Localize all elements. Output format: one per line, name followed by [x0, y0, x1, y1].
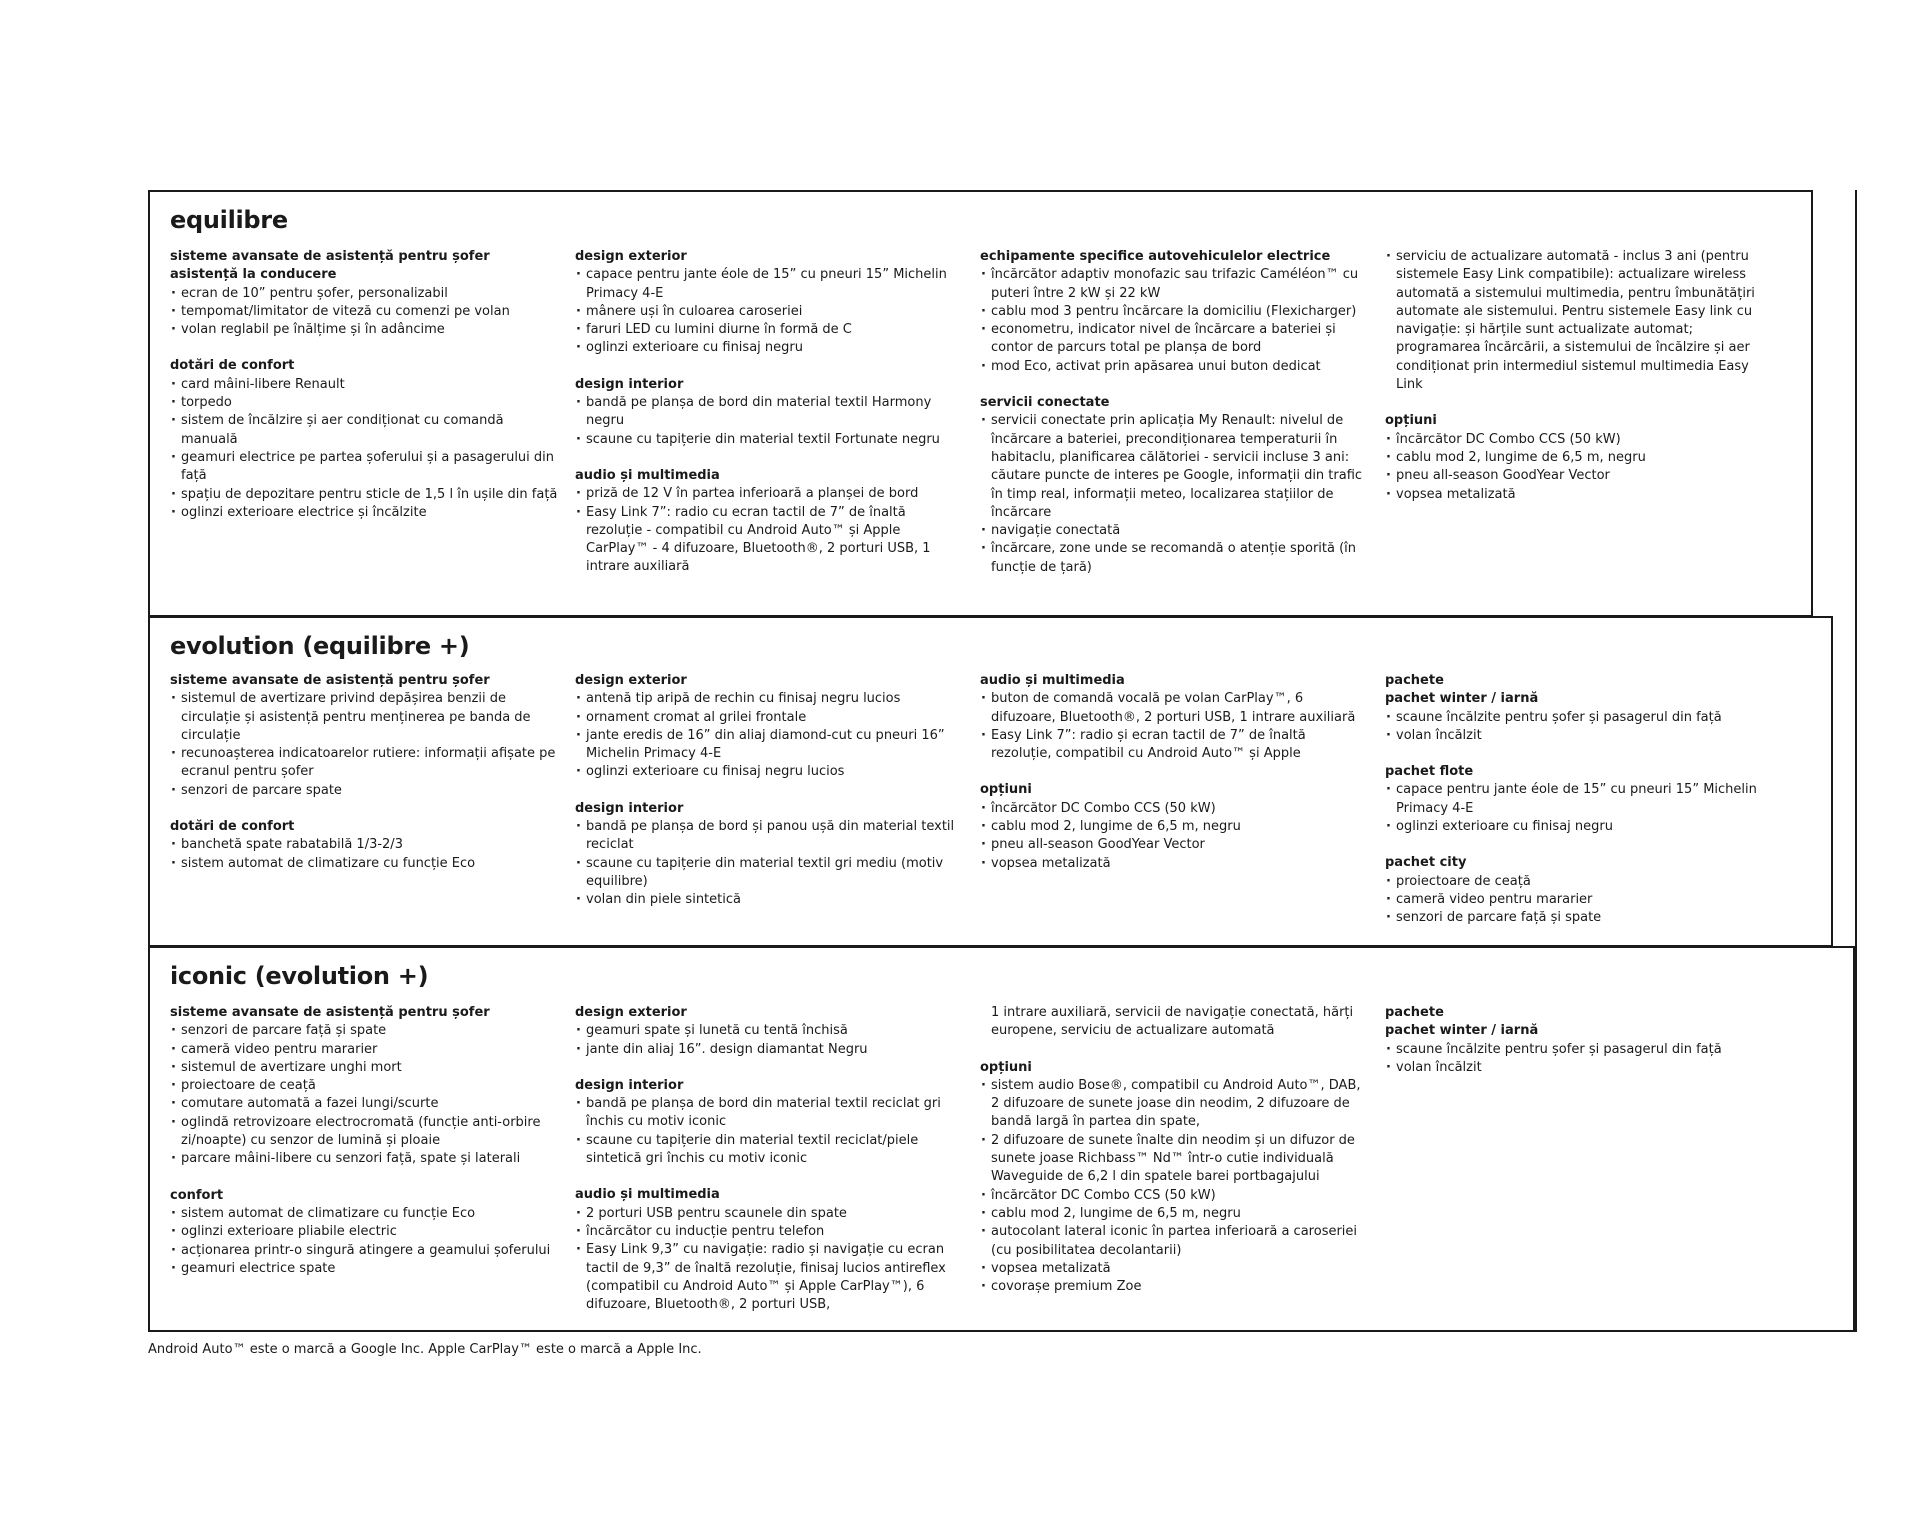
feature-item: · ornament cromat al grilei frontale: [575, 709, 965, 727]
feature-list: [1385, 781, 1775, 836]
section-title: equilibre: [170, 206, 288, 234]
feature-item: · covorașe premium Zoe: [980, 1278, 1370, 1296]
group-heading: pachete: [1385, 1005, 1444, 1020]
feature-item: · scaune încălzite pentru șofer și pasagerul din față: [1385, 709, 1775, 727]
feature-item: · volan reglabil pe înălțime și în adâncime: [170, 321, 560, 339]
group-heading: audio și multimedia: [575, 467, 720, 483]
feature-item: · bandă pe planșa de bord și panou ușă din material textil reciclat: [575, 818, 965, 855]
feature-list: [980, 266, 1370, 376]
feature-item: · sistem audio Bose®, compatibil cu Android Auto™, DAB, 2 difuzoare de sunete joase din neodim, 2 difuzoare de bandă largă în partea din spate,: [980, 1077, 1370, 1132]
feature-list: [1385, 873, 1775, 928]
feature-item: · mod Eco, activat prin apăsarea unui buton dedicat: [980, 358, 1370, 376]
feature-item: · încărcător DC Combo CCS (50 kW): [980, 800, 1370, 818]
feature-item: · senzori de parcare față și spate: [1385, 909, 1775, 927]
feature-item: · oglinzi exterioare cu finisaj negru lucios: [575, 763, 965, 781]
group-heading: servicii conectate: [980, 395, 1110, 411]
feature-list: [575, 485, 965, 576]
feature-list: [170, 376, 560, 522]
group-heading: pachet flote: [1385, 764, 1474, 780]
feature-item: · scaune cu tapițerie din material textil gri mediu (motiv equilibre): [575, 855, 965, 892]
feature-item: · card mâini-libere Renault: [170, 376, 560, 394]
feature-item: · econometru, indicator nivel de încărcare a bateriei și contor de parcurs total pe planșa de bord: [980, 321, 1370, 358]
feature-item: · jante din aliaj 16”. design diamantat Negru: [575, 1041, 965, 1059]
feature-list: [170, 836, 560, 873]
feature-list: [1385, 431, 1775, 504]
column-2: [575, 1004, 965, 1332]
group-heading: sisteme avansate de asistență pentru șofer: [170, 673, 490, 688]
feature-item: · proiectoare de ceață: [170, 1077, 560, 1095]
group-heading: opțiuni: [1385, 413, 1437, 429]
feature-list: [170, 1205, 560, 1278]
feature-item: · sistemul de avertizare unghi mort: [170, 1059, 560, 1077]
group-heading: confort: [170, 1187, 224, 1203]
column-1: [170, 1004, 560, 1296]
group-heading: dotări de confort: [170, 358, 295, 374]
outer-frame-line: [1855, 190, 1857, 1332]
feature-list: [575, 1022, 965, 1059]
group-heading: design exterior: [575, 1005, 687, 1020]
group-heading: dotări de confort: [170, 819, 295, 835]
feature-item: · oglindă retrovizoare electrocromată (funcție anti-orbire zi/noapte) cu senzor de lumină și ploaie: [170, 1114, 560, 1151]
feature-item: · sistem automat de climatizare cu funcție Eco: [170, 855, 560, 873]
group-heading: design interior: [575, 1077, 684, 1093]
feature-item: · mânere uși în culoarea caroseriei: [575, 303, 965, 321]
feature-item: · oglinzi exterioare cu finisaj negru: [1385, 818, 1775, 836]
feature-item: · cameră video pentru mararier: [1385, 891, 1775, 909]
feature-item: · senzori de parcare față și spate: [170, 1022, 560, 1040]
feature-item: · scaune cu tapițerie din material textil Fortunate negru: [575, 431, 965, 449]
column-2: [575, 248, 965, 595]
feature-item: · volan din piele sintetică: [575, 891, 965, 909]
section-evolution: [148, 616, 1833, 947]
feature-item: · jante eredis de 16” din aliaj diamond-cut cu pneuri 16” Michelin Primacy 4-E: [575, 727, 965, 764]
section-title: evolution (equilibre +): [170, 632, 470, 660]
feature-item: · cablu mod 2, lungime de 6,5 m, negru: [1385, 449, 1775, 467]
group-subheading: asistență la conducere: [170, 267, 337, 283]
feature-item: · sistem de încălzire și aer condiționat cu comandă manuală: [170, 412, 560, 449]
group-heading: design interior: [575, 376, 684, 392]
feature-item: · încărcare, zone unde se recomandă o atenție sporită (în funcție de țară): [980, 540, 1370, 577]
feature-item: · ecran de 10” pentru șofer, personalizabil: [170, 285, 560, 303]
trademark-footnote: Android Auto™ este o marcă a Google Inc. Apple CarPlay™ este o marcă a Apple Inc.: [148, 1342, 702, 1357]
feature-list: [1385, 709, 1775, 746]
section-iconic: [148, 946, 1855, 1332]
feature-item: · vopsea metalizată: [1385, 486, 1775, 504]
feature-list: [575, 818, 965, 909]
section-equilibre: [148, 190, 1813, 617]
feature-list: [980, 412, 1370, 577]
feature-item: · Easy Link 9,3” cu navigație: radio și navigație cu ecran tactil de 9,3” de înaltă rezoluție, finisaj lucios antireflex (compatibil cu Android Auto™ și Apple CarPlay™), 6 difuzoare, Bluetooth®, 2 porturi USB,: [575, 1241, 965, 1314]
group-heading: pachete: [1385, 673, 1444, 688]
feature-list: [575, 690, 965, 781]
feature-list: [980, 690, 1370, 763]
column-2: [575, 672, 965, 928]
group-heading: design exterior: [575, 249, 687, 264]
feature-list: [170, 690, 560, 800]
feature-item: · încărcător DC Combo CCS (50 kW): [980, 1187, 1370, 1205]
feature-item: · scaune cu tapițerie din material textil reciclat/piele sintetică gri închis cu motiv iconic: [575, 1132, 965, 1169]
column-3: [980, 1004, 1370, 1314]
group-heading: sisteme avansate de asistență pentru șofer: [170, 1005, 490, 1020]
feature-item: 1 intrare auxiliară, servicii de navigație conectată, hărți europene, serviciu de actualizare automată: [991, 1005, 1354, 1039]
column-4: [1385, 248, 1775, 522]
feature-item: · tempomat/limitator de viteză cu comenzi pe volan: [170, 303, 560, 321]
feature-item: · sistemul de avertizare privind depășirea benzii de circulație și asistență pentru menținerea pe banda de circulație: [170, 690, 560, 745]
feature-list: [575, 1095, 965, 1168]
feature-item: · geamuri spate și lunetă cu tentă închisă: [575, 1022, 965, 1040]
feature-item: · banchetă spate rabatabilă 1/3-2/3: [170, 836, 560, 854]
feature-list: [575, 266, 965, 357]
feature-item: · capace pentru jante éole de 15” cu pneuri 15” Michelin Primacy 4-E: [575, 266, 965, 303]
feature-item: · faruri LED cu lumini diurne în formă de C: [575, 321, 965, 339]
group-heading: pachet city: [1385, 855, 1467, 871]
feature-item: · pneu all-season GoodYear Vector: [1385, 467, 1775, 485]
feature-item: · încărcător cu inducție pentru telefon: [575, 1223, 965, 1241]
group-subheading: pachet winter / iarnă: [1385, 691, 1539, 707]
feature-item: · cablu mod 2, lungime de 6,5 m, negru: [980, 1205, 1370, 1223]
feature-item: · 2 porturi USB pentru scaunele din spate: [575, 1205, 965, 1223]
feature-item: · scaune încălzite pentru șofer și pasagerul din față: [1385, 1041, 1775, 1059]
column-4: [1385, 672, 1775, 946]
feature-item: · serviciu de actualizare automată - inclus 3 ani (pentru sistemele Easy Link compatibile): actualizare wireless automată a sistemului multimedia, pentru îmbunătățiri automate ale sistemului. Pentru sistemele Easy link cu navigație: și hărțile sunt actualizate automat; programarea încărcării, a sistemului de încălzire și aer condiționat prin intermediul sistemul multimedia Easy Link: [1385, 248, 1775, 394]
feature-item: · cameră video pentru mararier: [170, 1041, 560, 1059]
feature-item: · parcare mâini-libere cu senzori față, spate și laterali: [170, 1150, 560, 1168]
feature-list: [575, 394, 965, 449]
feature-item: · autocolant lateral iconic în partea inferioară a caroseriei (cu posibilitatea decolantarii): [980, 1223, 1370, 1260]
feature-item: · pneu all-season GoodYear Vector: [980, 836, 1370, 854]
feature-item: · sistem automat de climatizare cu funcție Eco: [170, 1205, 560, 1223]
group-heading: sisteme avansate de asistență pentru șofer: [170, 249, 490, 264]
feature-item: · vopsea metalizată: [980, 1260, 1370, 1278]
feature-list: [980, 800, 1370, 873]
feature-item: · cablu mod 2, lungime de 6,5 m, negru: [980, 818, 1370, 836]
feature-item: · oglinzi exterioare cu finisaj negru: [575, 339, 965, 357]
feature-item: · priză de 12 V în partea inferioară a planșei de bord: [575, 485, 965, 503]
group-heading: design exterior: [575, 673, 687, 688]
feature-item: · antenă tip aripă de rechin cu finisaj negru lucios: [575, 690, 965, 708]
feature-item: · comutare automată a fazei lungi/scurte: [170, 1095, 560, 1113]
feature-item: · bandă pe planșa de bord din material textil reciclat gri închis cu motiv iconic: [575, 1095, 965, 1132]
feature-list: [980, 1077, 1370, 1297]
feature-item: · bandă pe planșa de bord din material textil Harmony negru: [575, 394, 965, 431]
feature-item: · buton de comandă vocală pe volan CarPlay™, 6 difuzoare, Bluetooth®, 2 porturi USB, 1 intrare auxiliară: [980, 690, 1370, 727]
feature-item: · volan încălzit: [1385, 1059, 1775, 1077]
feature-item: · recunoașterea indicatoarelor rutiere: informații afișate pe ecranul pentru șofer: [170, 745, 560, 782]
column-1: [170, 672, 560, 891]
feature-item: · Easy Link 7”: radio cu ecran tactil de 7” de înaltă rezoluție - compatibil cu Android Auto™ și Apple CarPlay™ - 4 difuzoare, Bluetooth®, 2 porturi USB, 1 intrare auxiliară: [575, 504, 965, 577]
feature-list: [575, 1205, 965, 1315]
feature-item: · acționarea printr-o singură atingere a geamului șoferului: [170, 1242, 560, 1260]
feature-item: · capace pentru jante éole de 15” cu pneuri 15” Michelin Primacy 4-E: [1385, 781, 1775, 818]
feature-item: · oglinzi exterioare pliabile electric: [170, 1223, 560, 1241]
feature-item: · geamuri electrice pe partea șoferului și a pasagerului din față: [170, 449, 560, 486]
column-3: [980, 672, 1370, 891]
group-subheading: pachet winter / iarnă: [1385, 1023, 1539, 1039]
feature-item: · torpedo: [170, 394, 560, 412]
feature-item: · geamuri electrice spate: [170, 1260, 560, 1278]
feature-item: · încărcător adaptiv monofazic sau trifazic Caméléon™ cu puteri între 2 kW și 22 kW: [980, 266, 1370, 303]
group-heading: audio și multimedia: [980, 673, 1125, 688]
feature-item: · proiectoare de ceață: [1385, 873, 1775, 891]
feature-item: · încărcător DC Combo CCS (50 kW): [1385, 431, 1775, 449]
column-1: [170, 248, 560, 540]
feature-list: [980, 1004, 1370, 1041]
feature-item: · 2 difuzoare de sunete înalte din neodim și un difuzor de sunete joase Richbass™ Nd™ într-o cutie individuală Waveguide de 6,2 l din spatele barei portbagajului: [980, 1132, 1370, 1187]
feature-list: [1385, 1041, 1775, 1078]
feature-item: · senzori de parcare spate: [170, 782, 560, 800]
feature-item: · oglinzi exterioare electrice și încălzite: [170, 504, 560, 522]
column-4: [1385, 1004, 1775, 1095]
section-title: iconic (evolution +): [170, 962, 429, 990]
group-heading: echipamente specifice autovehiculelor electrice: [980, 249, 1331, 264]
group-heading: audio și multimedia: [575, 1187, 720, 1203]
group-heading: design interior: [575, 800, 684, 816]
feature-item: · navigație conectată: [980, 522, 1370, 540]
feature-item: · servicii conectate prin aplicația My Renault: nivelul de încărcare a bateriei, precondiționarea temperaturii în habitaclu, planificarea călătoriei - servicii incluse 3 ani: căutare puncte de interes pe Google, informații din trafic în timp real, informații meteo, localizarea stațiilor de încărcare: [980, 412, 1370, 522]
feature-list: [170, 1022, 560, 1168]
feature-item: · volan încălzit: [1385, 727, 1775, 745]
feature-item: · Easy Link 7”: radio și ecran tactil de 7” de înaltă rezoluție, compatibil cu Android Auto™ și Apple: [980, 727, 1370, 764]
feature-item: · spațiu de depozitare pentru sticle de 1,5 l în ușile din față: [170, 486, 560, 504]
feature-item: · vopsea metalizată: [980, 855, 1370, 873]
column-3: [980, 248, 1370, 595]
group-heading: opțiuni: [980, 782, 1032, 798]
group-heading: opțiuni: [980, 1059, 1032, 1075]
feature-list: [170, 285, 560, 340]
feature-item: · cablu mod 3 pentru încărcare la domiciliu (Flexicharger): [980, 303, 1370, 321]
feature-list: [1385, 248, 1775, 394]
